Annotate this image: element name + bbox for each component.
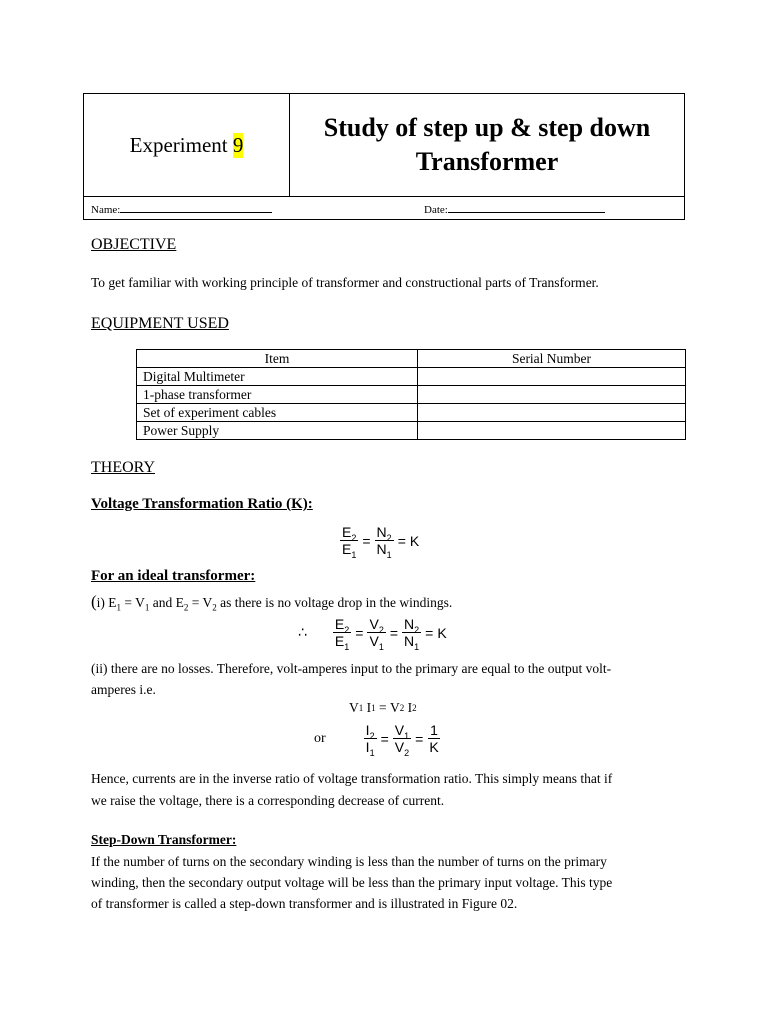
column-header-item: Item [137,350,418,368]
title-line-1: Study of step up & step down [323,113,651,142]
equals-sign: = [397,532,406,549]
stepdown-line-1: If the number of turns on the secondary winding is less than the number of turns on the primary [91,854,607,869]
header-bottom-row [84,197,684,219]
ratio-heading: Voltage Transformation Ratio (K): [91,496,313,512]
column-header-serial: Serial Number [418,350,686,368]
title-line-2: Transformer [415,147,559,176]
table-header-row [137,350,686,368]
page-title [290,94,684,196]
table-row [137,404,686,422]
equals-sign: = [355,624,364,641]
item-cell: 1-phase transformer [137,386,418,404]
equals-sign: = [425,624,434,641]
fraction-n2-n1: $\frac{N_2}{N_1}$ [404,616,420,652]
table-row [137,386,686,404]
equals-sign: = [380,730,389,747]
experiment-word: Experiment [129,132,228,157]
hence-line-1: Hence, currents are in the inverse ratio of voltage transformation ratio. This simply means that if [91,771,613,786]
equals-sign: = [362,532,371,549]
power-equality: V 1 I 1 = V 2 I 2 [349,700,417,715]
table-row [137,422,686,440]
equipment-heading: EQUIPMENT USED [91,315,229,332]
point-1: (i) $E_1 = V_1$ and $E_2 = V_2$ as there is no voltage drop in the windings. [91,592,453,613]
date-label: Date: [424,204,448,216]
date-field[interactable] [424,202,605,216]
objective-text: To get familiar with working principle of transformer and constructional parts of Transformer. [91,275,599,290]
name-label: Name: [91,204,121,216]
item-cell: Digital Multimeter [137,368,418,386]
fraction-v2-v1: $\frac{V_2}{V_1}$ [369,616,384,652]
fraction-e2-e1: $\frac{E_2}{E_1}$ [342,524,357,560]
theory-heading: THEORY [91,459,155,476]
ideal-ratio-formula [298,616,447,652]
ideal-heading: For an ideal transformer: [91,568,256,584]
hence-line-2: we raise the voltage, there is a corresponding decrease of current. [91,793,445,808]
stepdown-line-2: winding, then the secondary output voltage will be less than the primary input voltage. This type [91,875,613,890]
point-2-continued: amperes i.e. [91,682,156,697]
stepdown-heading: Step-Down Transformer: [91,832,237,847]
k-symbol: K [409,532,420,549]
k-symbol: K [437,624,447,641]
equals-sign: = [389,624,399,641]
date-blank[interactable] [448,202,605,213]
or-label: or [314,730,326,746]
ratio-formula [340,524,420,560]
serial-cell[interactable] [418,422,686,440]
serial-cell[interactable] [418,386,686,404]
equipment-table [136,349,686,440]
fraction-n2-n1: $\frac{N_2}{N_1}$ [376,524,392,560]
fraction-e2-e1: $\frac{E_2}{E_1}$ [334,616,350,652]
serial-cell[interactable] [418,404,686,422]
table-row [137,368,686,386]
therefore-symbol: ∴ [298,624,307,640]
serial-cell[interactable] [418,368,686,386]
current-ratio-formula [314,722,441,758]
fraction-1-k: $\frac{1}{K}$ [429,722,439,755]
header-top-row [84,94,684,197]
item-cell: Set of experiment cables [137,404,418,422]
point-2: (ii) there are no losses. Therefore, volt-amperes input to the primary are equal to the output volt- [91,661,612,676]
experiment-number: 9 [232,132,244,157]
experiment-label [84,94,289,196]
equals-sign: = [415,730,424,747]
fraction-i2-i1: $\frac{I_2}{I_1}$ [365,722,375,758]
stepdown-line-3: of transformer is called a step-down transformer and is illustrated in Figure 02. [91,896,518,911]
name-blank[interactable] [120,202,272,213]
fraction-v1-v2: $\frac{V_1}{V_2}$ [394,722,410,758]
experiment-header-box [83,93,685,220]
name-field[interactable] [91,202,272,216]
item-cell: Power Supply [137,422,418,440]
objective-heading: OBJECTIVE [91,236,177,253]
